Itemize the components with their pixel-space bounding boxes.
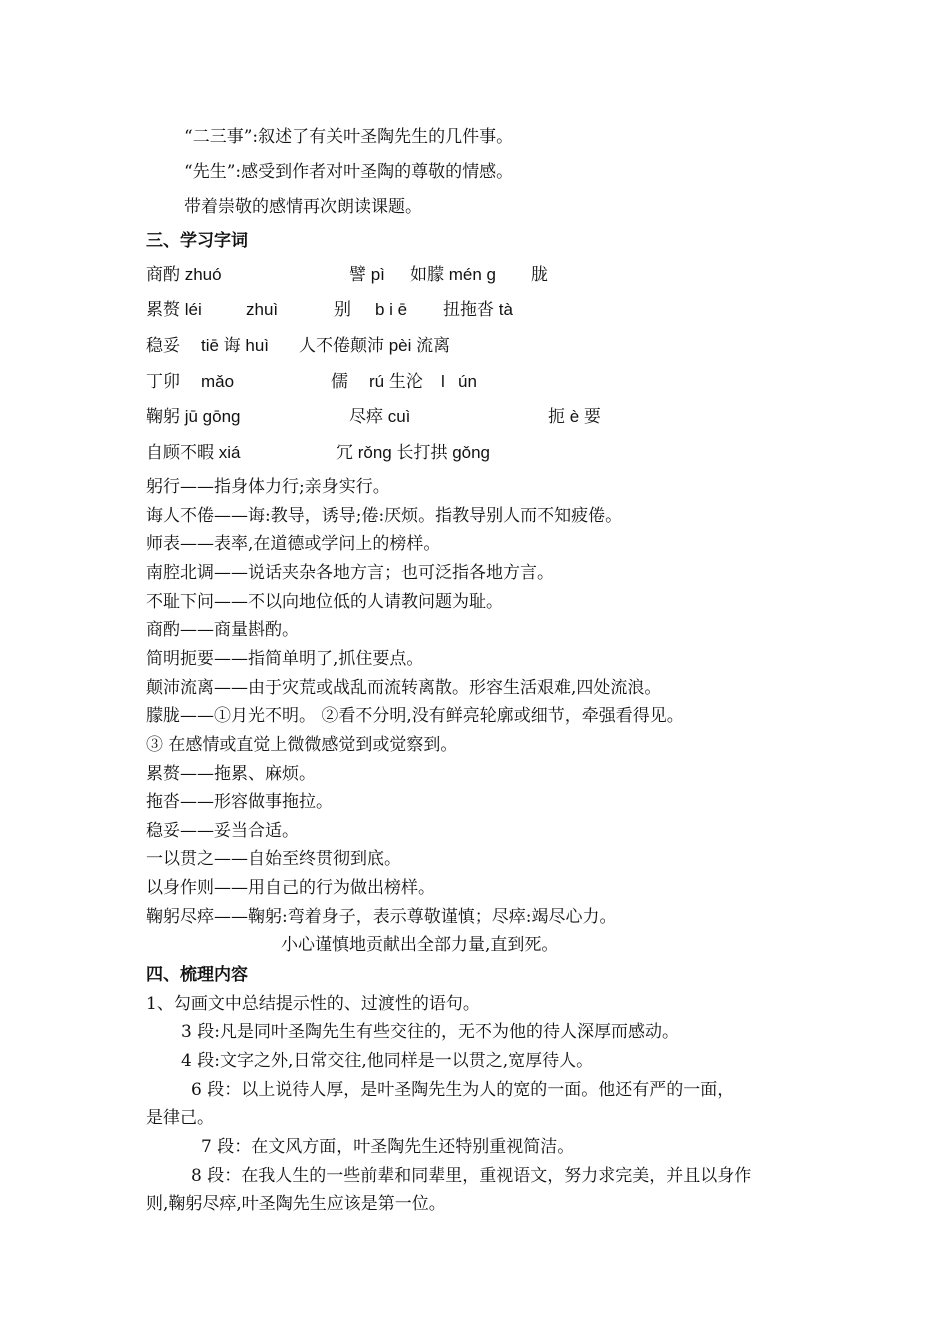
definition: 朦胧——①月光不明。 ②看不分明,没有鲜亮轮廓或细节，牵强看得见。 (146, 706, 684, 726)
intro-line-2: “先生”:感受到作者对叶圣陶的尊敬的情感。 (184, 162, 514, 182)
vocab-item: l (441, 372, 445, 391)
definition: 以身作则——用自己的行为做出榜样。 (146, 878, 435, 898)
definition: 一以贯之——自始至终贯彻到底。 (146, 849, 401, 869)
definition: 稳妥——妥当合适。 (146, 821, 299, 841)
definition-continuation: 小心谨慎地贡献出全部力量,直到死。 (281, 935, 559, 955)
intro-line-3: 带着崇敬的感情再次朗读课题。 (184, 197, 422, 217)
definition: 诲人不倦——诲:教导，诱导;倦:厌烦。指教导别人而不知疲倦。 (146, 506, 623, 526)
paragraph-note-cont: 是律己。 (146, 1108, 214, 1128)
vocab-item: ún (458, 372, 477, 391)
vocab-item: 累赘 léi (146, 300, 202, 319)
paragraph-note: 3 段:凡是同叶圣陶先生有些交往的，无不为他的待人深厚而感动。 (181, 1022, 679, 1042)
vocab-item: mǎo (201, 372, 235, 391)
vocab-item: 稳妥 (146, 336, 180, 355)
section-heading-content: 四、梳理内容 (146, 965, 248, 985)
vocab-item: 儒 (331, 372, 348, 391)
vocab-item: 胧 (531, 265, 548, 284)
intro-line-1: “二三事”:叙述了有关叶圣陶先生的几件事。 (184, 127, 514, 147)
vocab-item: 扼 è 要 (548, 407, 601, 426)
vocab-item: 丁卯 (146, 372, 180, 391)
vocab-item: 如朦 mén ɡ (410, 265, 496, 284)
definition: 累赘——拖累、麻烦。 (146, 764, 316, 784)
definition: 颠沛流离——由于灾荒或战乱而流转离散。形容生活艰难,四处流浪。 (146, 678, 662, 698)
definition: 商酌——商量斟酌。 (146, 620, 299, 640)
paragraph-note: 7 段：在文风方面，叶圣陶先生还特别重视简洁。 (201, 1137, 575, 1157)
definition: 不耻下问——不以向地位低的人请教问题为耻。 (146, 592, 503, 612)
vocab-item: b i ē (375, 300, 408, 319)
vocab-item: 尽瘁 cuì (349, 407, 411, 426)
definition: 简明扼要——指简单明了,抓住要点。 (146, 649, 424, 669)
vocab-item: tiē 诲 huì (201, 336, 270, 355)
definition: 南腔北调——说话夹杂各地方言；也可泛指各地方言。 (146, 563, 554, 583)
vocab-item: 譬 pì (349, 265, 385, 284)
vocab-item: 冗 rǒng 长打拱 gǒng (336, 443, 491, 462)
definition: 拖沓——形容做事拖拉。 (146, 792, 333, 812)
definition: ③ 在感情或直觉上微微感觉到或觉察到。 (146, 735, 458, 755)
definition: 躬行——指身体力行;亲身实行。 (146, 477, 390, 497)
paragraph-note-cont: 则,鞠躬尽瘁,叶圣陶先生应该是第一位。 (146, 1194, 446, 1214)
paragraph-note: 4 段:文字之外,日常交往,他同样是一以贯之,宽厚待人。 (181, 1051, 594, 1071)
vocab-item: 扭拖沓 tà (443, 300, 513, 319)
vocab-item: 自顾不暇 xiá (146, 443, 241, 462)
paragraph-note: 6 段：以上说待人厚，是叶圣陶先生为人的宽的一面。他还有严的一面， (191, 1080, 735, 1100)
definition: 鞠躬尽瘁——鞠躬:弯着身子，表示尊敬谨慎；尽瘁:竭尽心力。 (146, 907, 617, 927)
vocab-item: 人不倦颠沛 pèi 流离 (299, 336, 451, 355)
vocab-item: 鞠躬 jū gōng (146, 407, 241, 426)
task-item: 1、勾画文中总结提示性的、过渡性的语句。 (146, 994, 480, 1014)
definition: 师表——表率,在道德或学问上的榜样。 (146, 534, 441, 554)
section-heading-vocab: 三、学习字词 (146, 231, 248, 251)
vocab-item: rú 生沦 (369, 372, 423, 391)
vocab-item: zhuì (246, 300, 279, 319)
vocab-item: 商酌 zhuó (146, 265, 222, 284)
vocab-item: 别 (334, 300, 351, 319)
paragraph-note: 8 段：在我人生的一些前辈和同辈里，重视语文，努力求完美，并且以身作 (191, 1166, 752, 1186)
